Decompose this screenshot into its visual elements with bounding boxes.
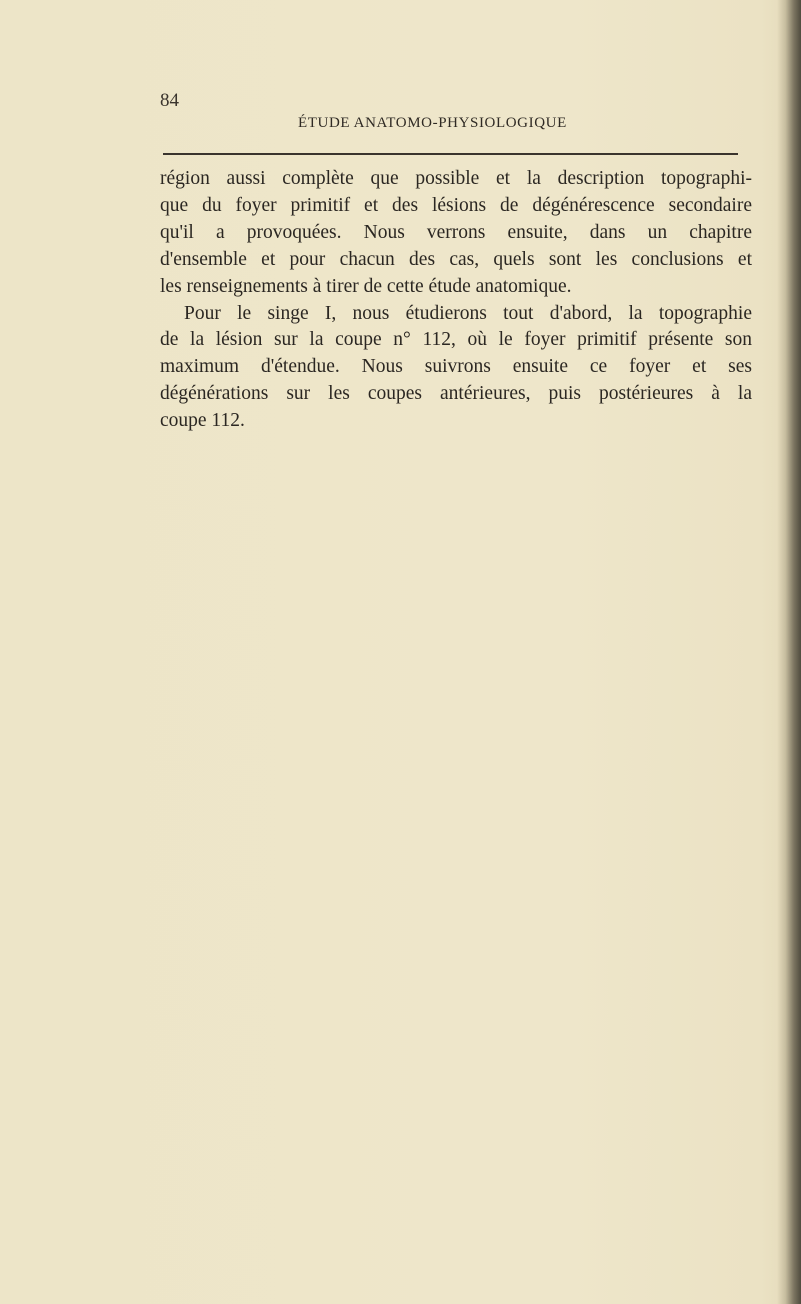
- body-paragraphs: [160, 166, 752, 435]
- page-number: 84: [160, 90, 179, 111]
- text-line: région aussi complète que possible et la description topographi-: [160, 168, 752, 189]
- text-line: coupe 112.: [160, 410, 245, 432]
- text-line: Pour le singe I, nous étudierons tout d'abord, la topographie: [184, 302, 752, 324]
- running-head: ÉTUDE ANATOMO-PHYSIOLOGIQUE: [298, 115, 567, 131]
- header-rule: [163, 153, 738, 155]
- binding-edge-shadow: [777, 0, 801, 1304]
- text-line: dégénérations sur les coupes antérieures, puis postérieures à la: [160, 383, 752, 405]
- text-line: de la lésion sur la coupe n° 112, où le foyer primitif présente son: [160, 329, 752, 351]
- text-line: maximum d'étendue. Nous suivrons ensuite ce foyer et ses: [160, 356, 752, 378]
- text-line: les renseignements à tirer de cette étude anatomique.: [160, 275, 572, 297]
- text-line: d'ensemble et pour chacun des cas, quels sont les conclusions et: [160, 248, 752, 270]
- text-line: qu'il a provoquées. Nous verrons ensuite, dans un chapitre: [160, 221, 752, 243]
- text-line: que du foyer primitif et des lésions de dégénérescence secondaire: [160, 194, 752, 216]
